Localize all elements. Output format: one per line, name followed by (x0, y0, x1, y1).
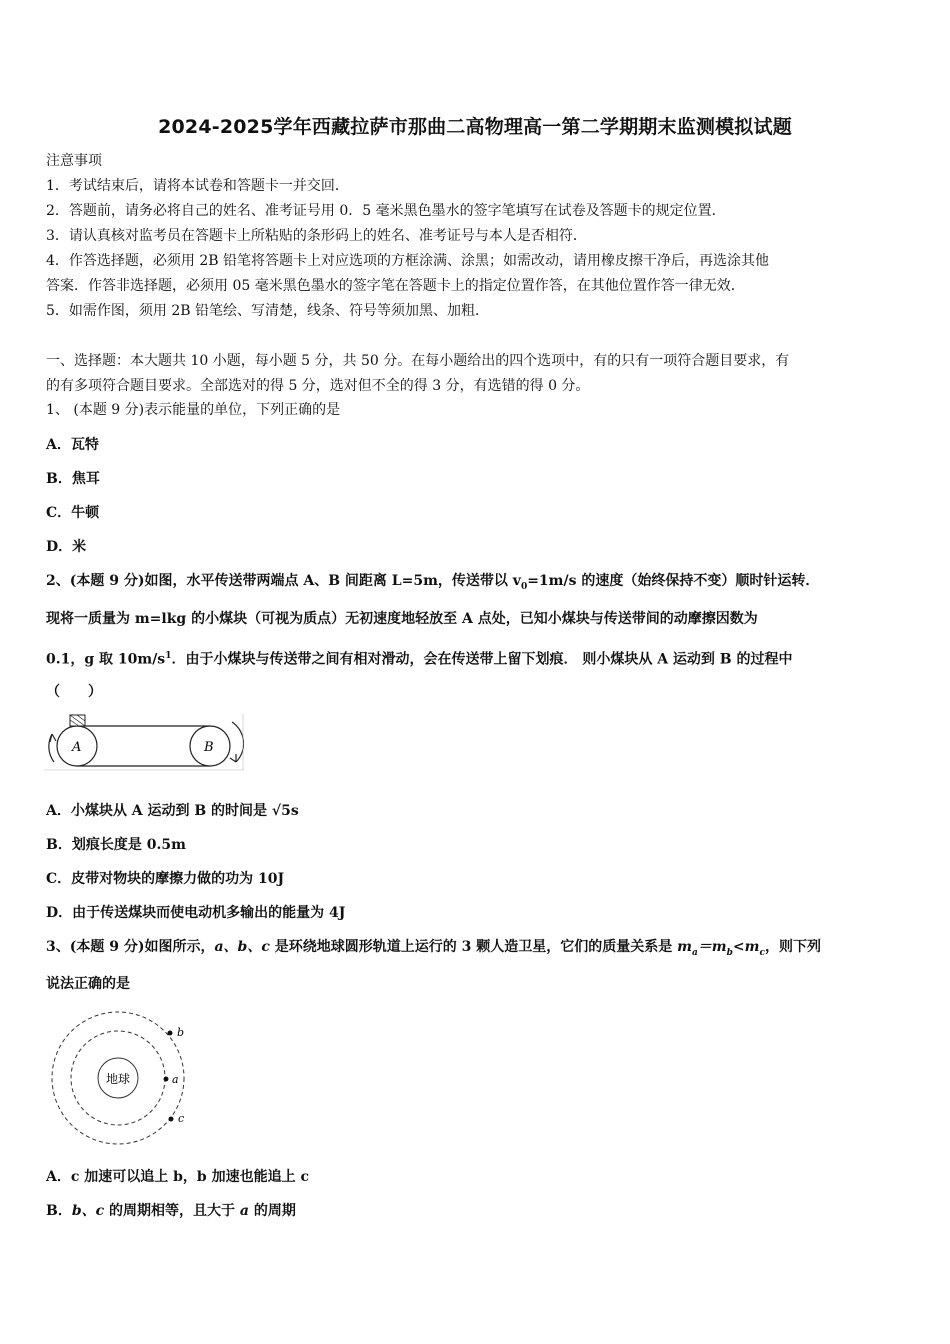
question-3-stem-line-1 (46, 937, 908, 963)
question-2-option-a: A．小煤块从 A 运动到 B 的时间是 √5s (46, 803, 299, 819)
question-3-option-a: A．c 加速可以追上 b，b 加速也能追上 c (46, 1169, 309, 1185)
orbit-figure (46, 1008, 196, 1148)
satellite-a-label: a (172, 1073, 179, 1086)
section-intro-line-1: 一、选择题：本大题共 10 小题，每小题 5 分，共 50 分。在每小题给出的四个选项中，有的只有一项符合题目要求，有 (46, 353, 790, 369)
question-3-option-b (46, 1201, 908, 1221)
notice-item-3: 3．请认真核对监考员在答题卡上所粘贴的条形码上的姓名、准考证号与本人是否相符． (46, 228, 587, 244)
q3-sub-a: a (691, 947, 698, 958)
page-title: 2024-2025学年西藏拉萨市那曲二高物理高一第二学期期末监测模拟试题 (158, 116, 792, 138)
satellite-b-dot (168, 1031, 173, 1036)
question-2-option-b: B．划痕长度是 0.5m (46, 837, 186, 853)
q3-sub-b: b (726, 947, 733, 958)
question-1-stem: 1、 (本题 9 分)表示能量的单位，下列正确的是 (46, 402, 341, 418)
question-1-option-d: D．米 (46, 539, 87, 555)
question-2-stem-line-3 (46, 646, 908, 670)
q2-stem1-tail: =1m/s 的速度（始终保持不变）顺时针运转． (527, 573, 820, 589)
satellite-c-label: c (178, 1112, 185, 1125)
notice-item-5: 5．如需作图，须用 2B 铅笔绘、写清楚，线条、符号等须加黑、加粗． (46, 303, 490, 319)
satellite-b-label: b (177, 1026, 185, 1039)
question-3-stem-line-2: 说法正确的是 (46, 976, 130, 992)
q2-stem3-text: 0.1，g 取 10m/s (46, 651, 166, 668)
notice-heading: 注意事项 (46, 153, 102, 169)
rotation-arrow-right (232, 722, 244, 762)
q3-optb-mid: 的周期相等，且大于 (104, 1203, 240, 1219)
satellite-c-dot (169, 1117, 174, 1122)
question-1-option-a: A．瓦特 (46, 437, 99, 453)
q2-stem3-tail: ．由于小煤块与传送带之间有相对滑动，会在传送带上留下划痕． 则小煤块从 A 运动到 B 的过程中 (171, 651, 793, 668)
q3-mass-m: m (677, 939, 692, 955)
question-2-stem-line-4: （ ） (46, 684, 102, 700)
section-intro-line-2: 的有多项符合题目要求。全部选对的得 5 分，选对但不全的得 3 分，有选错的得 0 分。 (46, 378, 590, 394)
q3-sub-c: c (759, 947, 765, 958)
q2-v-subscript: 0 (520, 581, 528, 592)
question-2-stem-line-1 (46, 571, 908, 597)
q3-satellite-vars: a、b、c (214, 939, 270, 955)
q3-stem-head: 3、(本题 9 分)如图所示， (46, 939, 215, 955)
notice-item-4: 4．作答选择题，必须用 2B 铅笔将答题卡上对应选项的方框涂满、涂黑；如需改动，请用橡皮擦干净后，再选涂其他 (46, 253, 769, 269)
notice-item-1: 1．考试结束后，请将本试卷和答题卡一并交回． (46, 178, 349, 194)
q3-mass-lt: <m (732, 939, 760, 955)
q3-optb-tail: 的周期 (249, 1203, 296, 1219)
question-2-option-c: C．皮带对物块的摩擦力做的功为 10J (46, 871, 285, 887)
q3-optb-vars: b、c (71, 1203, 105, 1219)
q3-optb-var2: a (239, 1203, 249, 1219)
earth-label: 地球 (105, 1072, 131, 1086)
pulley-a-label: A (72, 740, 82, 755)
notice-item-2: 2．答题前，请务必将自己的姓名、准考证号用 0．5 毫米黑色墨水的签字笔填写在试卷及答题卡的规定位置． (46, 203, 726, 219)
q3-stem-mid: 是环绕地球圆形轨道上运行的 3 颗人造卫星，它们的质量关系是 (269, 939, 678, 955)
question-2-option-d: D．由于传送煤块而使电动机多输出的能量为 4J (46, 905, 346, 921)
q3-stem-tail: ，则下列 (764, 939, 821, 955)
question-2-stem-line-2: 现将一质量为 m=lkg 的小煤块（可视为质点）无初速度地轻放至 A 点处，已知小煤块与传送带间的动摩擦因数为 (46, 611, 758, 627)
q2-stem1-text: 2、(本题 9 分)如图，水平传送带两端点 A、B 间距离 L=5m，传送带以 v (46, 573, 521, 589)
satellite-a-dot (164, 1077, 169, 1082)
q3-mass-eq: ＝m (697, 939, 727, 955)
notice-item-4-cont: 答案．作答非选择题，必须用 05 毫米黑色墨水的签字笔在答题卡上的指定位置作答，在其他位置作答一律无效． (46, 278, 745, 294)
pulley-b-label: B (204, 740, 214, 755)
conveyor-belt-figure (44, 712, 244, 772)
question-1-option-c: C．牛顿 (46, 505, 100, 521)
q3-optb-head: B． (46, 1203, 72, 1219)
question-1-option-b: B．焦耳 (46, 471, 100, 487)
q2-g-superscript: 1 (165, 651, 172, 661)
